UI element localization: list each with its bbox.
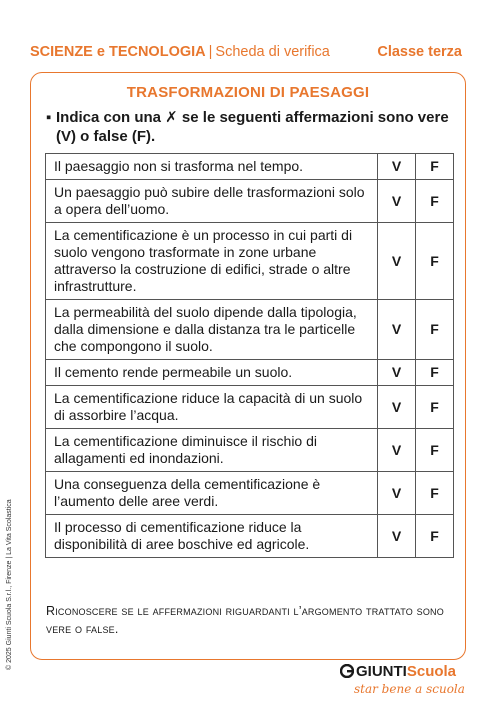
table-row (46, 429, 454, 472)
logo-brand-accent: Scuola (406, 663, 457, 680)
false-option[interactable]: F (416, 472, 454, 515)
false-option[interactable]: F (416, 386, 454, 429)
false-option[interactable]: F (416, 360, 454, 386)
class-label: Classe terza (377, 44, 462, 60)
logo-brand (340, 663, 456, 680)
true-option[interactable]: V (378, 429, 416, 472)
true-option[interactable]: V (378, 223, 416, 300)
copyright-notice: © 2025 Giunti Scuola S.r.l., Firenze | La Vita Scolastica (6, 499, 13, 670)
statement-text: La cementificazione diminuisce il rischio di allagamenti ed inondazioni. (46, 429, 378, 472)
header-left (30, 44, 330, 60)
false-option[interactable]: F (416, 223, 454, 300)
statement-text: Il paesaggio non si trasforma nel tempo. (46, 154, 378, 180)
bullet-icon: ▪ (46, 109, 52, 126)
logo-tagline: star bene a scuola (354, 682, 465, 696)
true-option[interactable]: V (378, 154, 416, 180)
false-option[interactable]: F (416, 300, 454, 360)
false-option[interactable]: F (416, 429, 454, 472)
false-option[interactable]: F (416, 515, 454, 558)
true-false-table (45, 153, 454, 558)
statement-text: Il processo di cementificazione riduce la disponibilità di aree boschive ed agricole. (46, 515, 378, 558)
page-title: TRASFORMAZIONI DI PAESAGGI (126, 84, 370, 101)
statement-text: Un paesaggio può subire delle trasformazioni solo a opera dell’uomo. (46, 180, 378, 223)
table-row (46, 223, 454, 300)
logo-brand-main: GIUNTI (356, 663, 407, 680)
subject-label: SCIENZE e TECNOLOGIA (30, 44, 206, 60)
table-row (46, 360, 454, 386)
true-option[interactable]: V (378, 360, 416, 386)
publisher-logo (340, 663, 470, 703)
true-option[interactable]: V (378, 386, 416, 429)
statement-text: La cementificazione è un processo in cui parti di suolo vengono trasformate in zone urbane attraverso la costruzione di edifici, strade o altre infrastrutture. (46, 223, 378, 300)
table-row (46, 386, 454, 429)
header-separator: | (208, 44, 213, 60)
table-row (46, 180, 454, 223)
table-row (46, 154, 454, 180)
learning-objective: Riconoscere se le affermazioni riguardanti l’argomento trattato sono vere o false. (46, 604, 444, 636)
instruction (46, 108, 456, 146)
sheet-label: Scheda di verifica (215, 44, 330, 60)
false-option[interactable]: F (416, 154, 454, 180)
statement-text: La cementificazione riduce la capacità di un suolo di assorbire l’acqua. (46, 386, 378, 429)
statement-text: Il cemento rende permeabile un suolo. (46, 360, 378, 386)
table-row (46, 300, 454, 360)
false-option[interactable]: F (416, 180, 454, 223)
table-row (46, 472, 454, 515)
true-option[interactable]: V (378, 180, 416, 223)
true-option[interactable]: V (378, 300, 416, 360)
instruction-text: Indica con una ✗ se le seguenti affermazioni sono vere (V) o false (F). (56, 109, 449, 145)
table-row (46, 515, 454, 558)
true-option[interactable]: V (378, 515, 416, 558)
page-header (30, 44, 462, 64)
statement-text: Una conseguenza della cementificazione è l’aumento delle aree verdi. (46, 472, 378, 515)
giunti-g-icon (340, 664, 354, 678)
true-option[interactable]: V (378, 472, 416, 515)
statement-text: La permeabilità del suolo dipende dalla tipologia, dalla dimensione e dalla distanza tra le particelle che compongono il suolo. (46, 300, 378, 360)
